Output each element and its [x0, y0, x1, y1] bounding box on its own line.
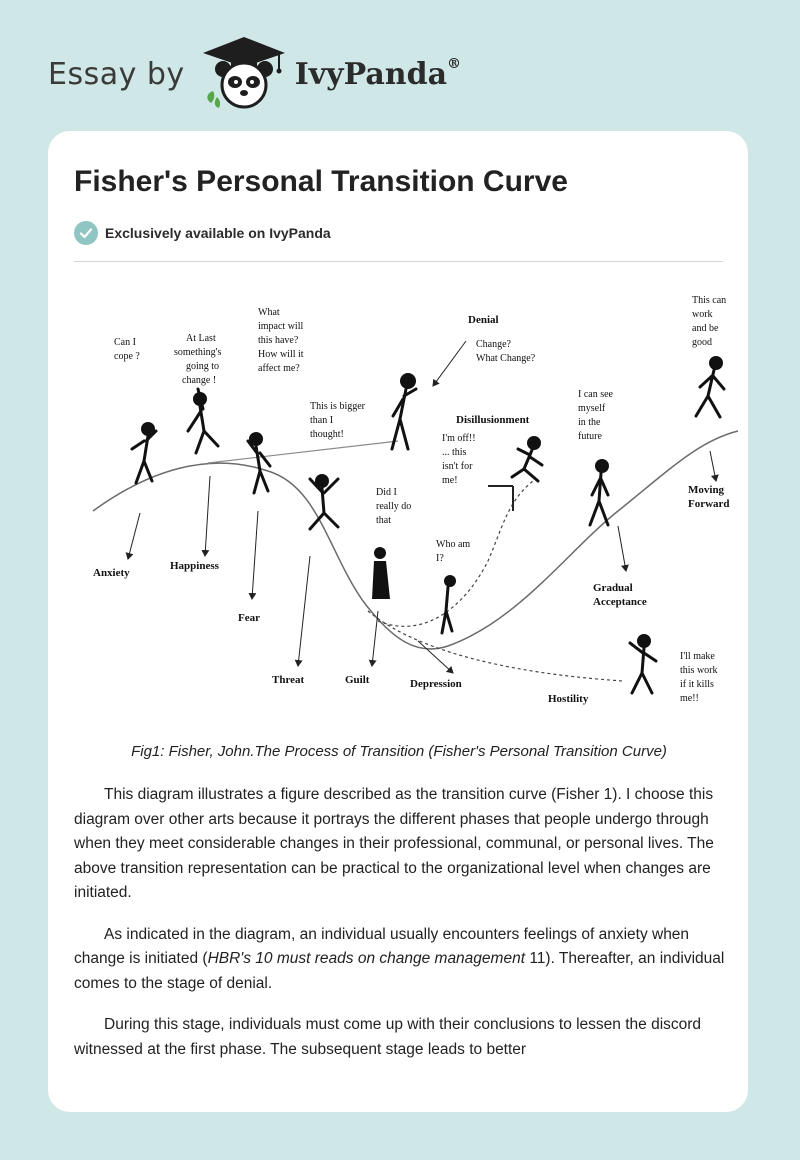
paragraph-3: During this stage, individuals must come up with their conclusions to lessen the discord witnessed at the first phase. The subsequent stage leads to better [74, 1016, 702, 1058]
paragraph-2 [74, 923, 726, 997]
arrow-anxiety [128, 513, 140, 559]
citation-title: HBR's 10 must reads on change management [207, 950, 526, 967]
stage-label-threat: Threat [272, 674, 305, 686]
paragraph-2-before: As indicated in the diagram, an individual usually encounters feelings of anxiety when change is initiated ( [74, 925, 690, 967]
arrow-acceptance [618, 526, 626, 571]
registered-mark: ® [447, 56, 462, 72]
stage-label-depression: Depression [410, 678, 462, 690]
brand-header[interactable] [48, 34, 461, 114]
stage-label-happiness: Happiness [170, 560, 219, 572]
brand-name: IvyPanda® [294, 56, 462, 92]
quote-did-i: Did I really do that [376, 487, 412, 526]
figure-caption: Fig1: Fisher, John.The Process of Transition (Fisher's Personal Transition Curve) [131, 743, 667, 760]
check-icon [74, 221, 98, 245]
acceptance-line-2: Acceptance [593, 596, 647, 608]
exclusive-badge [74, 221, 331, 245]
moving-forward-line-2: Forward [688, 498, 730, 510]
transition-curve [93, 431, 738, 649]
figure-threat [310, 474, 338, 529]
figure-guilt [372, 547, 390, 599]
quote-at-last: At Last something's going to change ! [174, 333, 222, 386]
quote-who-am-i: Who am I? [436, 539, 471, 564]
page-title: Fisher's Personal Transition Curve [74, 165, 568, 198]
quote-what-impact: What impact will this have? How will it affect me? [258, 307, 304, 374]
figure-disillusionment [512, 436, 542, 481]
divider [74, 261, 723, 262]
stage-label-hostility: Hostility [548, 693, 589, 705]
article-body [74, 783, 726, 1079]
stage-label-moving-forward [688, 484, 730, 510]
arrow-fear [252, 511, 258, 599]
arrow-threat [298, 556, 310, 666]
acceptance-line-1: Gradual [593, 582, 633, 594]
stage-label-acceptance [593, 582, 647, 608]
stage-label-guilt: Guilt [345, 674, 370, 686]
arrow-denial [433, 341, 466, 386]
arrow-happiness [205, 476, 210, 556]
figure-moving-forward [696, 356, 724, 417]
stage-label-anxiety: Anxiety [93, 567, 130, 579]
figure-fear [248, 432, 270, 493]
stage-label-disillusionment: Disillusionment [456, 414, 530, 426]
figure-acceptance [590, 459, 609, 525]
panda-graduate-icon [201, 35, 287, 114]
quote-im-off: I'm off!! ... this isn't for me! [442, 433, 476, 486]
arrow-guilt [372, 611, 378, 666]
quote-can-i-cope: Can I cope ? [114, 337, 140, 362]
transition-curve-diagram [48, 281, 748, 721]
denial-path [208, 441, 398, 463]
figure-anxiety [132, 422, 156, 483]
paragraph-2-after: 11). Thereafter, an individual comes to the stage of denial. [74, 950, 725, 992]
arrow-moving-forward [710, 451, 716, 481]
paragraph-1: This diagram illustrates a figure described as the transition curve (Fisher 1). I choose this diagram over other arts because it portrays the different phases that people undergo through when they meet considerable changes in their professional, communal, or personal lives. The above transition representation can be practical to the organizational level when changes are initiated. [74, 786, 714, 901]
brand-prefix: Essay by [48, 56, 185, 92]
badge-text: Exclusively available on IvyPanda [105, 225, 331, 241]
quote-bigger: This is bigger than I thought! [310, 401, 365, 440]
stage-label-denial: Denial [468, 314, 499, 326]
stage-label-fear: Fear [238, 612, 260, 624]
moving-forward-line-1: Moving [688, 484, 725, 496]
figure-happiness [188, 389, 218, 453]
quote-change: Change? What Change? [476, 339, 536, 364]
quote-this-can-work: This can work and be good [692, 295, 727, 348]
article-card [48, 131, 748, 1112]
quote-see-myself: I can see myself in the future [578, 389, 613, 442]
quote-make-this-work: I'll make this work if it kills me!! [680, 651, 718, 704]
figure-hostility [630, 634, 656, 693]
figure-depression [442, 575, 456, 633]
figure-denial [392, 373, 416, 449]
